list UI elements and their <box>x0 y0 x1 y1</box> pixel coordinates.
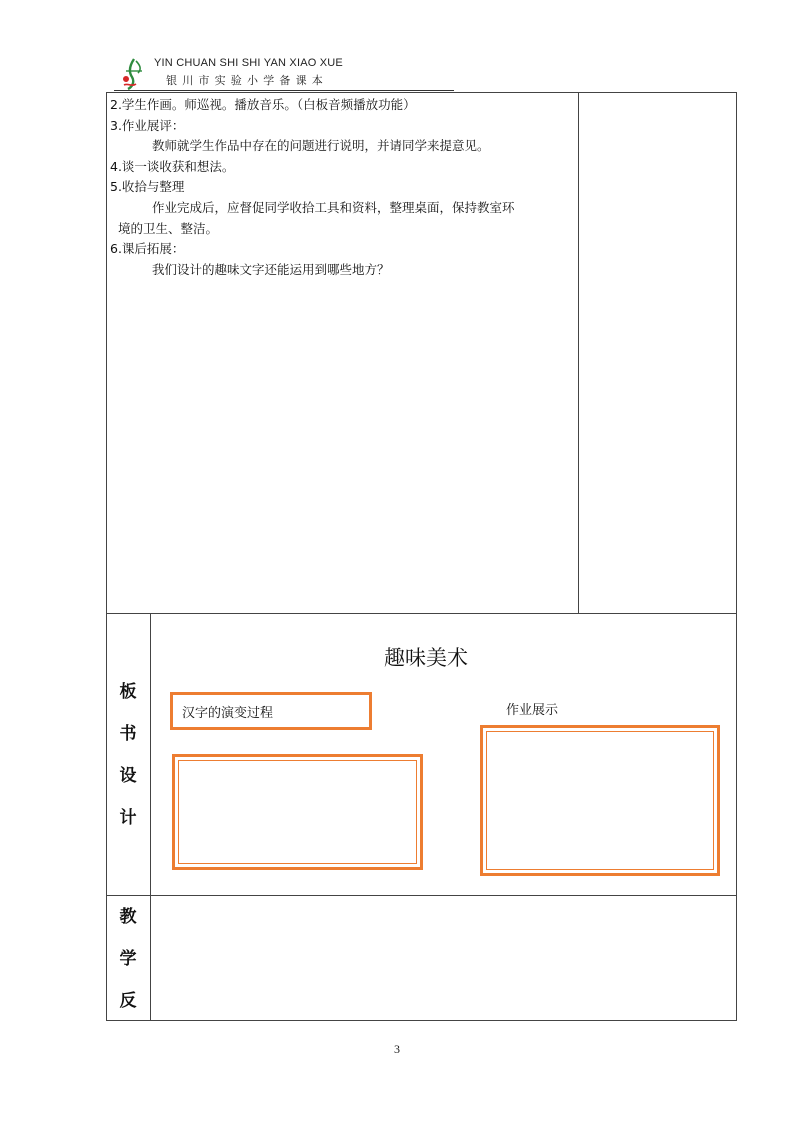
step-3-body: 教师就学生作品中存在的问题进行说明，并请同学来提意见。 <box>152 138 490 154</box>
teaching-reflection-label <box>106 896 150 1022</box>
steps-column-divider <box>578 92 579 613</box>
page-number: 3 <box>394 1042 400 1056</box>
row-divider-board <box>106 613 737 614</box>
reflection-label-char: 教 <box>119 907 137 927</box>
row-divider-reflection <box>106 895 737 896</box>
school-name-chinese: 银川市实验小学备课本 <box>166 74 328 87</box>
work-showcase-box <box>480 725 720 876</box>
page-header <box>114 55 454 91</box>
header-rule <box>114 90 454 91</box>
reflection-label-char: 反 <box>119 991 137 1011</box>
step-3-title: 3.作业展评： <box>110 117 185 133</box>
step-5-title: 5.收拾与整理 <box>110 179 185 195</box>
evolution-label: 汉字的演变过程 <box>182 706 274 721</box>
table-bottom-border <box>106 1020 737 1021</box>
table-top-border <box>106 92 737 93</box>
table-right-border <box>736 92 737 1021</box>
step-5-body-line2: 境的卫生、整洁。 <box>118 220 219 236</box>
step-4: 4.谈一谈收获和想法。 <box>110 158 235 174</box>
board-design-label <box>106 671 150 839</box>
step-2: 2.学生作画。师巡视。播放音乐。（白板音频播放功能） <box>110 97 416 112</box>
board-label-char: 书 <box>119 724 137 744</box>
evolution-label-box <box>170 692 372 730</box>
work-showcase-inner <box>486 731 714 870</box>
step-6-body: 我们设计的趣味文字还能运用到哪些地方？ <box>152 261 390 277</box>
step-6-title: 6.课后拓展： <box>110 241 185 257</box>
reflection-label-char: 学 <box>119 949 137 969</box>
board-label-char: 板 <box>119 682 137 702</box>
school-logo-icon <box>120 57 148 91</box>
label-column-divider <box>150 613 151 1021</box>
evolution-content-box <box>172 754 423 870</box>
teaching-steps <box>110 95 574 280</box>
step-5-body-line1: 作业完成后，应督促同学收拾工具和资料，整理桌面，保持教室环 <box>152 199 515 215</box>
board-title: 趣味美术 <box>384 646 468 670</box>
board-label-char: 计 <box>119 808 137 828</box>
table-left-border <box>106 92 107 1021</box>
work-showcase-label: 作业展示 <box>506 703 559 718</box>
board-label-char: 设 <box>119 766 137 786</box>
evolution-content-inner <box>178 760 417 864</box>
school-name-english: YIN CHUAN SHI SHI YAN XIAO XUE <box>154 57 343 69</box>
